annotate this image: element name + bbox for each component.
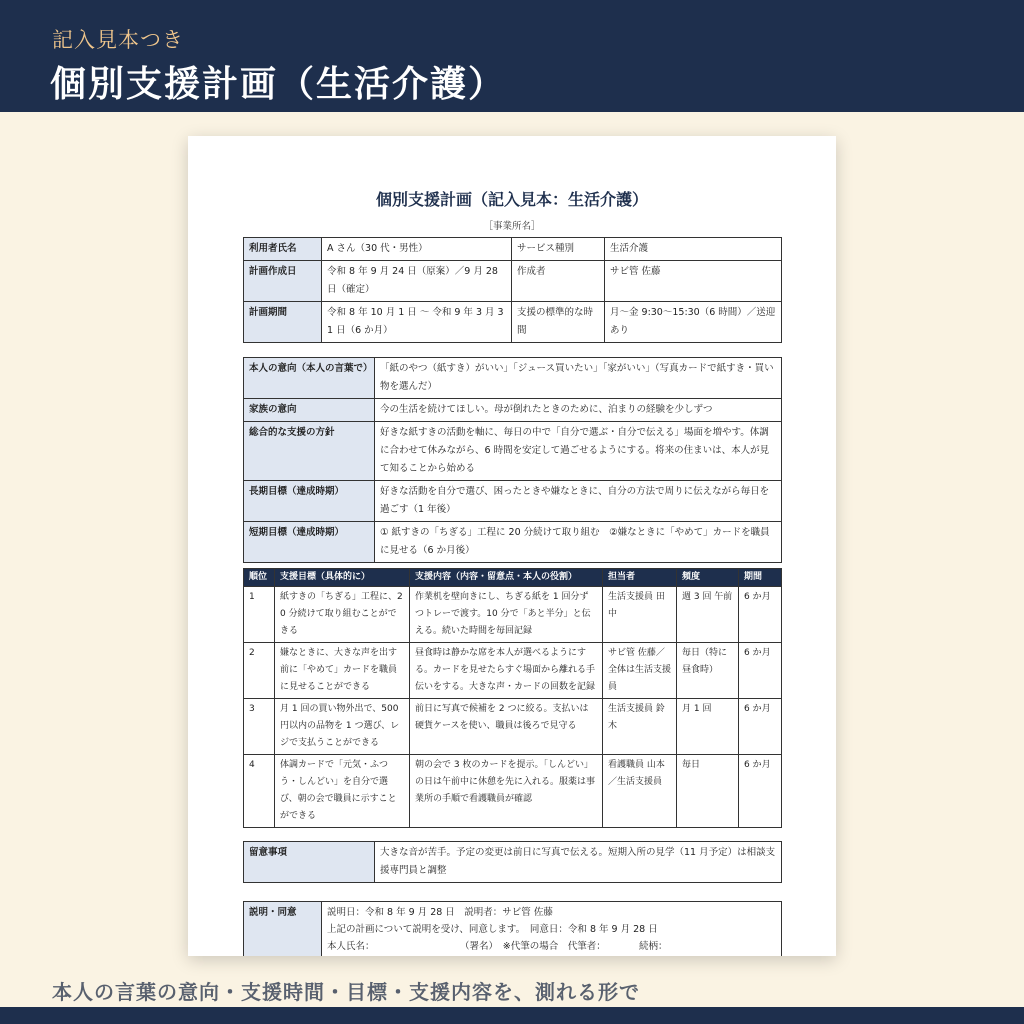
footer-caption: 本人の言葉の意向・支援時間・目標・支援内容を、測れる形で (52, 980, 640, 1004)
header-frequency: 頻度 (677, 569, 739, 587)
support-table-header (244, 569, 782, 587)
user-name-label: 利用者氏名 (244, 238, 322, 261)
intention-row (244, 522, 782, 563)
row-rank: 1 (244, 587, 275, 643)
intention-value: ① 紙すきの「ちぎる」工程に 20 分続けて取り組む ②嫌なときに「やめて」カードを職員に見せる（6 か月後） (375, 522, 782, 563)
consent-line-3: 本人氏名： （署名） ※代筆の場合 代筆者： 続柄： (327, 941, 668, 952)
notes-table (243, 841, 782, 883)
row-rank: 2 (244, 643, 275, 699)
standard-time-label: 支援の標準的な時間 (512, 302, 605, 343)
consent-line-2: 上記の計画について説明を受け、同意します。 同意日：令和 8 年 9 月 28 日 (327, 924, 658, 935)
consent-table (243, 901, 782, 956)
header-subtitle: 記入見本つき (52, 28, 184, 52)
consent-label: 説明・同意 (244, 902, 322, 957)
document-title: 個別支援計画（記入見本：生活介護） (375, 190, 648, 209)
intention-value: 好きな活動を自分で選び、困ったときや嫌なときに、自分の方法で周りに伝えながら毎日を過ごす（1 年後） (375, 481, 782, 522)
intention-label: 本人の意向（本人の言葉で） (244, 358, 375, 399)
row-frequency: 毎日（特に昼食時） (677, 643, 739, 699)
intention-label: 総合的な支援の方針 (244, 422, 375, 481)
service-type-label: サービス種別 (512, 238, 605, 261)
row-period: 6 か月 (739, 699, 782, 755)
facility-name: ［事業所名］ (483, 221, 541, 232)
author-label: 作成者 (512, 261, 605, 302)
row-goal: 紙すきの「ちぎる」工程に、20 分続けて取り組むことができる (275, 587, 410, 643)
intention-row (244, 399, 782, 422)
intention-value: 今の生活を続けてほしい。母が倒れたときのために、泊まりの経験を少しずつ (375, 399, 782, 422)
row-content: 前日に写真で候補を 2 つに絞る。支払いは硬貨ケースを使い、職員は後ろで見守る (410, 699, 603, 755)
header-rank: 順位 (244, 569, 275, 587)
row-period: 6 か月 (739, 755, 782, 828)
row-content: 朝の会で 3 枚のカードを提示。「しんどい」の日は午前中に休憩を先に入れる。服薬は事業所の手順で看護職員が確認 (410, 755, 603, 828)
intention-value: 「紙のやつ（紙すき）がいい」「ジュース買いたい」「家がいい」（写真カードで紙すき・買い物を選んだ） (375, 358, 782, 399)
row-period: 6 か月 (739, 643, 782, 699)
row-content: 作業机を壁向きにし、ちぎる紙を 1 回分ずつトレーで渡す。10 分で「あと半分」と伝える。続いた時間を毎回記録 (410, 587, 603, 643)
table-row (244, 699, 782, 755)
consent-body (322, 902, 782, 957)
row-rank: 3 (244, 699, 275, 755)
row-staff: 生活支援員 田中 (603, 587, 677, 643)
intention-row (244, 481, 782, 522)
row-goal: 月 1 回の買い物外出で、500 円以内の品物を 1 つ選び、レジで支払うことができる (275, 699, 410, 755)
author-value: サビ管 佐藤 (605, 261, 782, 302)
footer-bar (0, 1007, 1024, 1024)
user-name-value: A さん（30 代・男性） (322, 238, 512, 261)
notes-value: 大きな音が苦手。予定の変更は前日に写真で伝える。短期入所の見学（11 月予定）は相談支援専門員と調整 (375, 842, 782, 883)
page-title: 個別支援計画（生活介護） (50, 64, 507, 105)
row-frequency: 毎日 (677, 755, 739, 828)
intention-value: 好きな紙すきの活動を軸に、毎日の中で「自分で選ぶ・自分で伝える」場面を増やす。体調に合わせて休みながら、6 時間を安定して過ごせるようにする。将来の住まいは、本人が見て知ることから始める (375, 422, 782, 481)
row-frequency: 月 1 回 (677, 699, 739, 755)
intentions-table (243, 357, 782, 563)
header-period: 期間 (739, 569, 782, 587)
intention-label: 長期目標（達成時期） (244, 481, 375, 522)
period-value: 令和 8 年 10 月 1 日 〜 令和 9 年 3 月 31 日（6 か月） (322, 302, 512, 343)
row-staff: 生活支援員 鈴木 (603, 699, 677, 755)
row-content: 昼食時は静かな席を本人が選べるようにする。カードを見せたらすぐ場面から離れる手伝いをする。大きな声・カードの回数を記録 (410, 643, 603, 699)
table-row (244, 755, 782, 828)
standard-time-value: 月〜金 9:30〜15:30（6 時間）／送迎あり (605, 302, 782, 343)
support-plan-table (243, 568, 782, 828)
intention-label: 家族の意向 (244, 399, 375, 422)
document-page (188, 136, 836, 956)
service-type-value: 生活介護 (605, 238, 782, 261)
row-goal: 嫌なときに、大きな声を出す前に「やめて」カードを職員に見せることができる (275, 643, 410, 699)
row-frequency: 週 3 回 午前 (677, 587, 739, 643)
period-label: 計画期間 (244, 302, 322, 343)
header-banner (0, 0, 1024, 112)
consent-line-1: 説明日：令和 8 年 9 月 28 日 説明者：サビ管 佐藤 (327, 907, 553, 918)
basic-info-table (243, 237, 782, 343)
table-row (244, 643, 782, 699)
header-staff: 担当者 (603, 569, 677, 587)
row-rank: 4 (244, 755, 275, 828)
header-goal: 支援目標（具体的に） (275, 569, 410, 587)
notes-label: 留意事項 (244, 842, 375, 883)
row-goal: 体調カードで「元気・ふつう・しんどい」を自分で選び、朝の会で職員に示すことができる (275, 755, 410, 828)
row-period: 6 か月 (739, 587, 782, 643)
created-value: 令和 8 年 9 月 24 日（原案）／9 月 28 日（確定） (322, 261, 512, 302)
header-content: 支援内容（内容・留意点・本人の役割） (410, 569, 603, 587)
intention-row (244, 422, 782, 481)
intention-label: 短期目標（達成時期） (244, 522, 375, 563)
table-row (244, 587, 782, 643)
row-staff: サビ管 佐藤／全体は生活支援員 (603, 643, 677, 699)
row-staff: 看護職員 山本／生活支援員 (603, 755, 677, 828)
intention-row (244, 358, 782, 399)
created-label: 計画作成日 (244, 261, 322, 302)
